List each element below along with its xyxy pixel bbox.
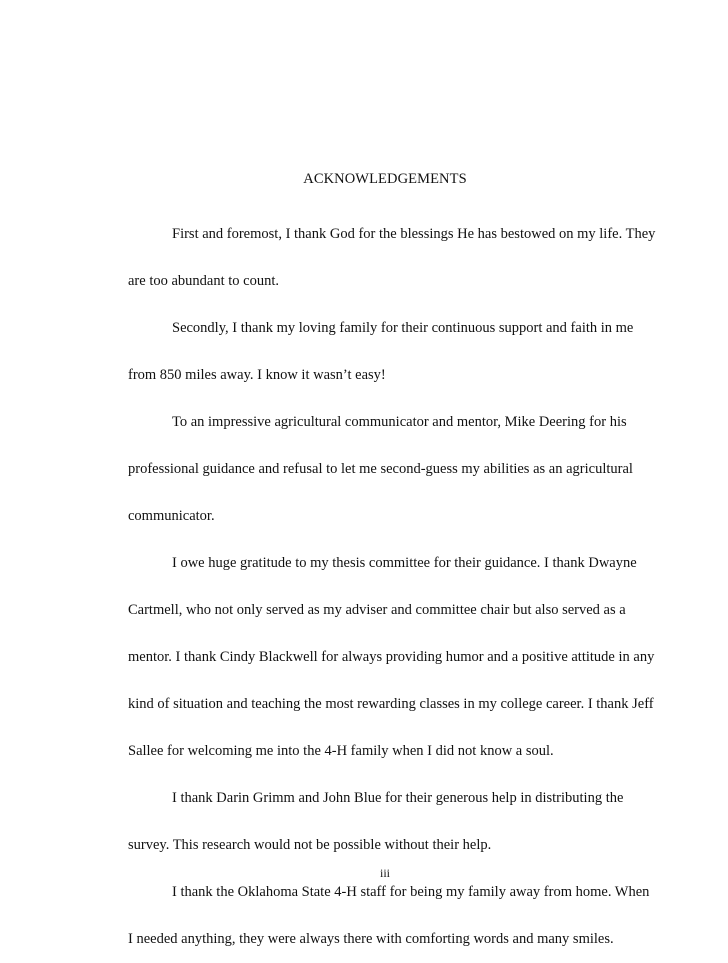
page-title: ACKNOWLEDGEMENTS — [303, 171, 467, 187]
paragraph-family: Secondly, I thank my loving family for their continuous support and faith in me from 850 miles away. I know it wasn’t easy! — [128, 320, 634, 383]
paragraph-god: First and foremost, I thank God for the blessings He has bestowed on my life. They are too abundant to count. — [128, 226, 656, 289]
paragraph-committee: I owe huge gratitude to my thesis committee for their guidance. I thank Dwayne Cartmell, who not only served as my adviser and committee chair but also served as a mentor. I thank Cindy Blackwell for always providing humor and a positive attitude in any kind of situation and teaching the most rewarding classes in my college career. I thank Jeff Sallee for welcoming me into the 4-H family when I did not know a soul. — [128, 555, 655, 759]
paragraph-survey-help: I thank Darin Grimm and John Blue for their generous help in distributing the survey. This research would not be possible without their help. — [128, 790, 624, 853]
acknowledgements-body — [128, 211, 656, 963]
paragraph-4h-staff: I thank the Oklahoma State 4-H staff for being my family away from home. When I needed anything, they were always there with comforting words and many smiles. — [128, 884, 650, 947]
paragraph-mentor: To an impressive agricultural communicator and mentor, Mike Deering for his professional guidance and refusal to let me second-guess my abilities as an agricultural communicator. — [128, 414, 633, 524]
page-number: iii — [379, 866, 390, 880]
